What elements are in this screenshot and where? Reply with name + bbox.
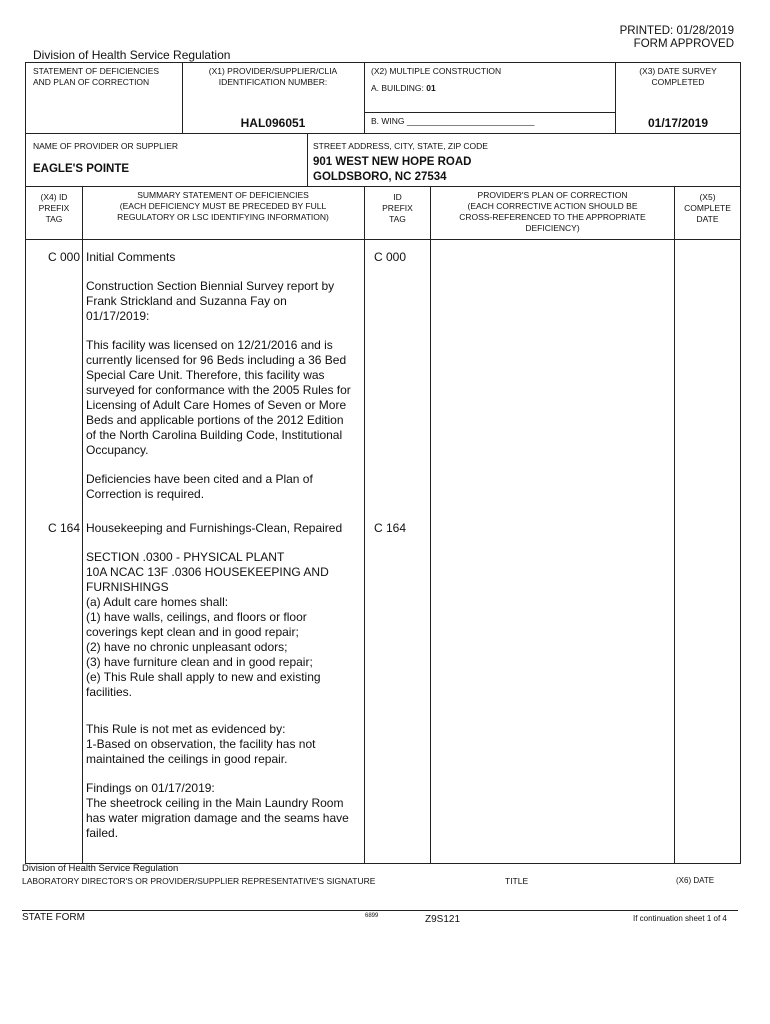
col-id-prefix-header: ID PREFIX TAG (382, 192, 413, 224)
entry-paragraph: Construction Section Biennial Survey report by Frank Strickland and Suzanna Fay on 01/17/2019: (86, 279, 335, 323)
entry-paragraph: This facility was licensed on 12/21/2016 and is currently licensed for 96 Beds including a 36 Bed Special Care Unit. Therefore, this facility was surveyed for conformance with the 2005 Rules for Licensing of Adult Care Homes of Seven or More Beds and applicable portions of the 2012 Edition of the North Carolina Building Code, Institutional Occupancy. (86, 338, 351, 457)
entry-id-tag: C 164 (374, 521, 407, 535)
event-id: Z9S121 (425, 914, 461, 925)
entry-text (86, 521, 364, 855)
provider-name-label: NAME OF PROVIDER OR SUPPLIER (33, 141, 178, 151)
x3-label: (X3) DATE SURVEY COMPLETED (639, 66, 717, 87)
provider-name: EAGLE'S POINTE (33, 163, 130, 175)
col-summary-header: SUMMARY STATEMENT OF DEFICIENCIES (EACH DEFICIENCY MUST BE PRECEDED BY FULL REGULATORY OR LSC IDENTIFYING INFORMATION) (117, 190, 329, 222)
address-line2: GOLDSBORO, NC 27534 (313, 171, 447, 183)
col-plan-header: PROVIDER'S PLAN OF CORRECTION (EACH CORRECTIVE ACTION SHOULD BE CROSS-REFERENCED TO THE APPROPRIATE DEFICIENCY) (459, 190, 646, 233)
agency-name: Division of Health Service Regulation (33, 48, 231, 62)
col-x5-header: (X5) COMPLETE DATE (684, 192, 731, 224)
entry-paragraph: Findings on 01/17/2019: The sheetrock ceiling in the Main Laundry Room has water migration damage and the seams have failed. (86, 781, 349, 840)
entry-tag: C 164 (47, 521, 80, 535)
wing-label: B. WING ___________________________ (371, 116, 535, 126)
entry-text (86, 250, 364, 516)
statement-label: STATEMENT OF DEFICIENCIES AND PLAN OF CORRECTION (33, 66, 160, 87)
title-label: TITLE (505, 876, 529, 886)
entry-heading: Initial Comments (86, 250, 176, 264)
entry-id-tag: C 000 (374, 250, 407, 264)
address-line1: 901 WEST NEW HOPE ROAD (313, 156, 472, 168)
x2-label: (X2) MULTIPLE CONSTRUCTION (371, 66, 502, 76)
entry-heading: Housekeeping and Furnishings-Clean, Repaired (86, 521, 343, 535)
entry-paragraph: SECTION .0300 - PHYSICAL PLANT 10A NCAC 13F .0306 HOUSEKEEPING AND FURNISHINGS (a) Adult care homes shall: (1) have walls, ceilings, and floors or floor coverings kept clean and in good repair; (2) have no chronic unpleasant odors; (3) have furniture clean and in good repair; (e) This Rule shall apply to new and existing facilities. (86, 550, 329, 699)
x1-value: HAL096051 (240, 116, 306, 130)
continuation-sheet: If continuation sheet 1 of 4 (633, 914, 727, 923)
x6-date-label: (X6) DATE (676, 876, 715, 885)
building-value: 01 (426, 83, 436, 93)
col-x4-header: (X4) ID PREFIX TAG (38, 192, 70, 224)
form-approved: FORM APPROVED (633, 38, 734, 50)
entry-tag: C 000 (47, 250, 80, 264)
building-label: A. BUILDING: (371, 83, 424, 93)
signature-label: LABORATORY DIRECTOR'S OR PROVIDER/SUPPLIER REPRESENTATIVE'S SIGNATURE (22, 876, 376, 886)
entry-paragraph: This Rule is not met as evidenced by: 1-Based on observation, the facility has not maintained the ceilings in good repair. (86, 722, 316, 766)
footer-agency: Division of Health Service Regulation (22, 863, 179, 874)
printed-date-block (620, 25, 734, 51)
form-number: 6899 (365, 913, 379, 919)
entry-paragraph: Deficiencies have been cited and a Plan of Correction is required. (86, 472, 313, 501)
state-form-label: STATE FORM (22, 912, 85, 923)
address-label: STREET ADDRESS, CITY, STATE, ZIP CODE (313, 141, 488, 151)
printed-date: PRINTED: 01/28/2019 (619, 25, 734, 37)
x1-label: (X1) PROVIDER/SUPPLIER/CLIA IDENTIFICATION NUMBER: (208, 66, 338, 87)
building-line (371, 83, 436, 94)
x3-value: 01/17/2019 (647, 116, 709, 130)
